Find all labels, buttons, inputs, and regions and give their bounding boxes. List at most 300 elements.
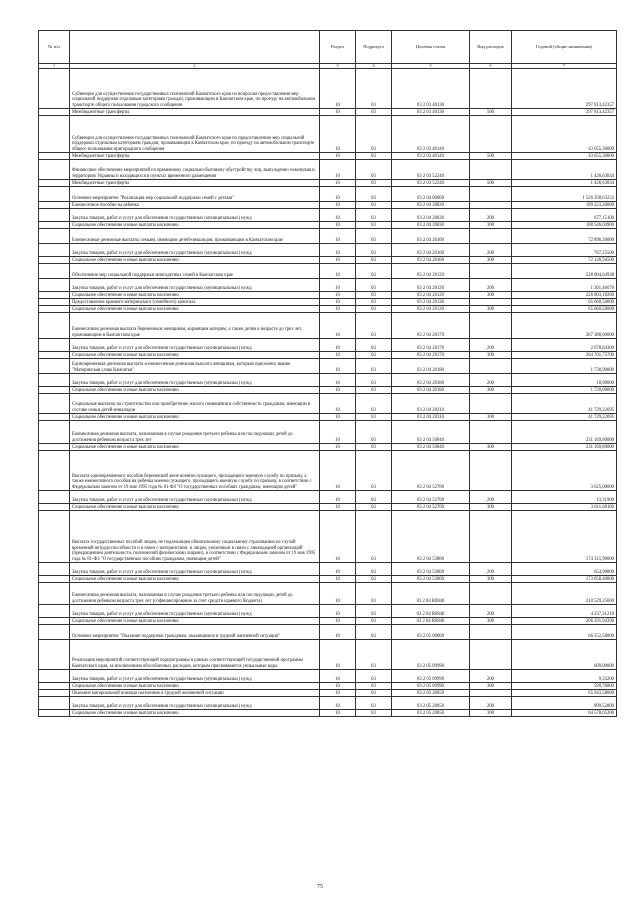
- row-sum: 1 738,90000: [512, 359, 617, 374]
- row-tselevaya: 03 2 04 52700: [392, 504, 470, 511]
- row-razdel: 10: [320, 576, 356, 583]
- row-sum: 66 552,58000: [512, 625, 617, 640]
- row-vid: 300: [470, 444, 512, 451]
- row-razdel: 10: [320, 279, 356, 292]
- row-podrazdel: 03: [356, 292, 392, 299]
- row-razdel: 10: [320, 209, 356, 222]
- row-no: [39, 279, 70, 292]
- row-razdel: 10: [320, 116, 356, 153]
- row-tselevaya: 03 2 04 20100: [392, 257, 470, 264]
- row-podrazdel: 03: [356, 69, 392, 109]
- row-name: Ежемесячная денежная выплата, назначаемая в случае рождения третьего ребенка или последующих детей до достижения ребенком возраста трех лет: [70, 421, 320, 444]
- row-sum: 609,00000: [512, 640, 617, 670]
- row-sum: 1 426,63834: [512, 160, 617, 180]
- row-name: Закупка товаров, работ и услуг для обеспечения государственных (муниципальных) нужд: [70, 563, 320, 576]
- row-podrazdel: 03: [356, 244, 392, 257]
- row-vid: 300: [470, 352, 512, 359]
- row-name: Социальное обеспечение и иные выплаты населению: [70, 222, 320, 229]
- row-name: Социальное обеспечение и иные выплаты населению: [70, 257, 320, 264]
- row-podrazdel: 03: [356, 491, 392, 504]
- row-sum: 65 660,50000: [512, 306, 617, 313]
- row-tselevaya: 03 2 04 20120: [392, 264, 470, 279]
- row-podrazdel: 03: [356, 444, 392, 451]
- row-name: Социальное обеспечение и иные выплаты населению: [70, 683, 320, 690]
- row-no: [39, 292, 70, 299]
- row-razdel: 10: [320, 244, 356, 257]
- row-sum: 364 701,75700: [512, 352, 617, 359]
- row-razdel: 10: [320, 109, 356, 116]
- row-no: [39, 710, 70, 717]
- row-vid: 300: [470, 683, 512, 690]
- table-row: [39, 625, 617, 640]
- row-tselevaya: 03 2 03 40140: [392, 153, 470, 160]
- row-razdel: 10: [320, 180, 356, 187]
- table-row: [39, 697, 617, 710]
- row-no: [39, 116, 70, 153]
- header-name: [70, 31, 320, 64]
- row-no: [39, 153, 70, 160]
- row-vid: 200: [470, 491, 512, 504]
- row-name: Социальное обеспечение и иные выплаты населению: [70, 387, 320, 394]
- row-tselevaya: 03 2 03 40140: [392, 116, 470, 153]
- row-vid: 300: [470, 618, 512, 625]
- row-name: Социальное обеспечение и иные выплаты населению: [70, 292, 320, 299]
- row-name: Межбюджетные трансферты: [70, 180, 320, 187]
- row-tselevaya: 03 2 04 20030: [392, 209, 470, 222]
- row-name: Закупка товаров, работ и услуг для обеспечения государственных (муниципальных) нужд: [70, 244, 320, 257]
- row-razdel: 10: [320, 229, 356, 244]
- row-razdel: 10: [320, 444, 356, 451]
- row-vid: [470, 640, 512, 670]
- table-row: [39, 109, 617, 116]
- page-number: 75: [317, 884, 323, 890]
- row-podrazdel: 03: [356, 187, 392, 202]
- row-razdel: 10: [320, 511, 356, 563]
- document-sheet: [38, 30, 616, 717]
- row-podrazdel: 03: [356, 683, 392, 690]
- row-no: [39, 491, 70, 504]
- row-no: [39, 244, 70, 257]
- row-vid: 200: [470, 697, 512, 710]
- row-vid: 200: [470, 279, 512, 292]
- row-razdel: 10: [320, 563, 356, 576]
- row-name: Основное мероприятие "Оказание поддержки гражданам, оказавшимся в трудной жизненной ситуации": [70, 625, 320, 640]
- row-name: Закупка товаров, работ и услуг для обеспечения государственных (муниципальных) нужд: [70, 209, 320, 222]
- row-no: [39, 187, 70, 202]
- row-name: Выплата единовременного пособия беременной жене военнослужащего, проходящего военную службу по призыву, а также ежемесячного пособия на ребенка военнослужащего, проходящего военную службу по призыву, в соответствии с Федеральным законом от 19 мая 1995 года № 81-ФЗ "О государственных пособиях гражданам, имеющим детей": [70, 451, 320, 491]
- row-tselevaya: 03 2 04 R0840: [392, 618, 470, 625]
- row-podrazdel: 03: [356, 504, 392, 511]
- row-name: Социальные выплаты на строительство или приобретение жилого помещения в собственность гражданам, имеющим в составе семьи детей-инвалидов: [70, 394, 320, 414]
- row-tselevaya: 03 2 04 20310: [392, 394, 470, 414]
- row-tselevaya: 03 2 03 40130: [392, 109, 470, 116]
- row-podrazdel: 03: [356, 257, 392, 264]
- row-razdel: 10: [320, 491, 356, 504]
- row-podrazdel: 03: [356, 279, 392, 292]
- row-razdel: 10: [320, 264, 356, 279]
- row-razdel: 10: [320, 394, 356, 414]
- row-vid: 300: [470, 387, 512, 394]
- table-row: [39, 504, 617, 511]
- row-no: [39, 583, 70, 605]
- row-tselevaya: 03 2 05 09990: [392, 670, 470, 683]
- row-sum: 210 529,25600: [512, 583, 617, 605]
- table-row: [39, 222, 617, 229]
- row-name: Социальное обеспечение и иные выплаты населению: [70, 576, 320, 583]
- row-razdel: 10: [320, 160, 356, 180]
- row-vid: 500: [470, 109, 512, 116]
- row-no: [39, 202, 70, 209]
- row-podrazdel: 03: [356, 605, 392, 618]
- row-tselevaya: 03 2 05 20050: [392, 690, 470, 697]
- row-podrazdel: 03: [356, 421, 392, 444]
- row-razdel: 10: [320, 414, 356, 421]
- row-tselevaya: 03 2 04 20170: [392, 313, 470, 339]
- row-razdel: 10: [320, 625, 356, 640]
- row-razdel: 10: [320, 313, 356, 339]
- row-name: Оказание материальной помощи населению в трудной жизненной ситуации: [70, 690, 320, 697]
- table-row: [39, 394, 617, 414]
- row-sum: 1 426,63834: [512, 180, 617, 187]
- row-podrazdel: 03: [356, 109, 392, 116]
- row-razdel: 10: [320, 299, 356, 306]
- row-no: [39, 414, 70, 421]
- row-vid: [470, 313, 512, 339]
- header-sum: Годовой (общие назначения): [512, 31, 617, 64]
- row-vid: 200: [470, 563, 512, 576]
- row-name: Межбюджетные трансферты: [70, 153, 320, 160]
- row-tselevaya: 03 2 04 00000: [392, 187, 470, 202]
- row-razdel: 10: [320, 306, 356, 313]
- row-vid: [470, 202, 512, 209]
- row-no: [39, 209, 70, 222]
- row-sum: 2 678,84300: [512, 339, 617, 352]
- row-tselevaya: 03 2 03 40130: [392, 69, 470, 109]
- row-name: Закупка товаров, работ и услуг для обеспечения государственных (муниципальных) нужд: [70, 605, 320, 618]
- row-name: Реализация мероприятий соответствующей подпрограммы в рамках соответствующей государственной программы Камчатского края, за исключением обособленных расходов, которым присваиваются уникальные коды: [70, 640, 320, 670]
- row-podrazdel: 03: [356, 583, 392, 605]
- table-row: [39, 414, 617, 421]
- row-tselevaya: 03 2 04 52700: [392, 451, 470, 491]
- row-no: [39, 444, 70, 451]
- row-sum: 226 803,18260: [512, 292, 617, 299]
- table-row: [39, 160, 617, 180]
- row-sum: 174 315,90000: [512, 511, 617, 563]
- row-sum: 1 526 358,63233: [512, 187, 617, 202]
- row-vid: 200: [470, 374, 512, 387]
- row-no: [39, 306, 70, 313]
- table-row: [39, 339, 617, 352]
- row-vid: [470, 187, 512, 202]
- row-tselevaya: 03 2 04 20030: [392, 222, 470, 229]
- row-podrazdel: 03: [356, 153, 392, 160]
- table-row: [39, 153, 617, 160]
- row-sum: 599,76800: [512, 683, 617, 690]
- row-name: Закупка товаров, работ и услуг для обеспечения государственных (муниципальных) нужд: [70, 339, 320, 352]
- row-no: [39, 394, 70, 414]
- row-no: [39, 670, 70, 683]
- row-sum: 3 611,68100: [512, 504, 617, 511]
- table-row: [39, 180, 617, 187]
- row-vid: [470, 394, 512, 414]
- row-name: Социальное обеспечение и иные выплаты населению: [70, 414, 320, 421]
- row-name: Выплата государственных пособий лицам, не подлежащим обязательному социальному страхованию на случай временной нетрудоспособности и в связи с материнством, и лицам, уволенным в связи с ликвидацией организаций (прекращением деятельности, полномочий физическими лицами), в соответствии с Федеральным законом от 19 мая 1995 года № 81-ФЗ "О государственных пособиях гражданам, имеющим детей": [70, 511, 320, 563]
- row-name: Финансовое обеспечение мероприятий по временному социально-бытовому обустройству лиц, вынужденно покинувших территорию Украины и находящихся в пунктах временного размещения: [70, 160, 320, 180]
- row-podrazdel: 03: [356, 640, 392, 670]
- row-razdel: 10: [320, 257, 356, 264]
- row-tselevaya: 03 2 03 52240: [392, 160, 470, 180]
- table-header-row: [39, 31, 617, 64]
- table-body: [39, 69, 617, 717]
- row-tselevaya: 03 2 05 09990: [392, 640, 470, 670]
- row-no: [39, 683, 70, 690]
- row-sum: 72 128,94500: [512, 257, 617, 264]
- row-no: [39, 299, 70, 306]
- row-no: [39, 160, 70, 180]
- row-tselevaya: 03 2 04 20100: [392, 244, 470, 257]
- row-no: [39, 421, 70, 444]
- colnum: 1: [39, 64, 70, 69]
- row-no: [39, 339, 70, 352]
- row-sum: 231 169,80000: [512, 444, 617, 451]
- row-no: [39, 229, 70, 244]
- table-row: [39, 264, 617, 279]
- table-row: [39, 202, 617, 209]
- row-tselevaya: 03 2 04 20170: [392, 339, 470, 352]
- row-vid: 300: [470, 414, 512, 421]
- row-no: [39, 563, 70, 576]
- row-sum: 188 546,04900: [512, 222, 617, 229]
- row-name: Ежемесячная денежная выплата беременным женщинам, кормящим матерям, а также детям в возрасте до трех лет, проживающим в Камчатском крае: [70, 313, 320, 339]
- row-podrazdel: 03: [356, 394, 392, 414]
- row-tselevaya: 03 2 05 20050: [392, 710, 470, 717]
- row-vid: 300: [470, 710, 512, 717]
- row-name: Обеспечение мер социальной поддержки многодетных семей в Камчатском крае: [70, 264, 320, 279]
- row-tselevaya: 03 2 04 53800: [392, 576, 470, 583]
- row-vid: 200: [470, 339, 512, 352]
- row-no: [39, 387, 70, 394]
- row-sum: 3 625,00000: [512, 451, 617, 491]
- table-row: [39, 187, 617, 202]
- row-podrazdel: 03: [356, 313, 392, 339]
- row-podrazdel: 03: [356, 690, 392, 697]
- row-razdel: 10: [320, 222, 356, 229]
- row-razdel: 10: [320, 697, 356, 710]
- header-vid: Вид расходов: [470, 31, 512, 64]
- row-vid: 300: [470, 257, 512, 264]
- row-razdel: 10: [320, 153, 356, 160]
- row-vid: [470, 160, 512, 180]
- row-sum: 43 655,30000: [512, 116, 617, 153]
- row-no: [39, 313, 70, 339]
- row-tselevaya: 03 2 04 20180: [392, 374, 470, 387]
- row-podrazdel: 03: [356, 563, 392, 576]
- table-row: [39, 229, 617, 244]
- row-vid: [470, 451, 512, 491]
- row-vid: 500: [470, 153, 512, 160]
- row-vid: 200: [470, 209, 512, 222]
- row-podrazdel: 03: [356, 576, 392, 583]
- row-vid: 300: [470, 504, 512, 511]
- table-row: [39, 421, 617, 444]
- row-podrazdel: 03: [356, 359, 392, 374]
- row-sum: 228 004,64938: [512, 264, 617, 279]
- row-vid: [470, 583, 512, 605]
- row-tselevaya: 03 2 04 R0840: [392, 605, 470, 618]
- row-tselevaya: 03 2 04 20170: [392, 352, 470, 359]
- row-no: [39, 690, 70, 697]
- row-no: [39, 257, 70, 264]
- row-name: Субвенции для осуществления государственных полномочий Камчатского края по вопросам предоставления мер социальной поддержки отдельным категориям граждан, проживающим в Камчатском крае, по проезду на автомобильном транспорте общего пользования городского сообщения: [70, 69, 320, 109]
- row-no: [39, 264, 70, 279]
- row-podrazdel: 03: [356, 339, 392, 352]
- row-razdel: 10: [320, 670, 356, 683]
- row-razdel: 10: [320, 374, 356, 387]
- row-vid: [470, 264, 512, 279]
- row-name: Социальное обеспечение и иные выплаты населению: [70, 352, 320, 359]
- row-sum: 65 660,50000: [512, 299, 617, 306]
- row-tselevaya: 03 2 05 20050: [392, 697, 470, 710]
- row-name: Основное мероприятие "Реализация мер социальной поддержки семей с детьми": [70, 187, 320, 202]
- row-tselevaya: 03 2 04 53800: [392, 511, 470, 563]
- row-no: [39, 504, 70, 511]
- table-row: [39, 387, 617, 394]
- row-vid: [470, 511, 512, 563]
- row-podrazdel: 03: [356, 180, 392, 187]
- table-row: [39, 491, 617, 504]
- row-podrazdel: 03: [356, 374, 392, 387]
- row-vid: 200: [470, 244, 512, 257]
- row-razdel: 10: [320, 583, 356, 605]
- row-sum: 41 729,22695: [512, 394, 617, 414]
- table-row: [39, 69, 617, 109]
- row-sum: 767,25500: [512, 244, 617, 257]
- row-sum: 65 943,58000: [512, 690, 617, 697]
- table-row: [39, 605, 617, 618]
- row-podrazdel: 03: [356, 264, 392, 279]
- colnum: 2: [70, 64, 320, 69]
- budget-table: [38, 30, 617, 717]
- row-sum: 9,33200: [512, 670, 617, 683]
- row-podrazdel: 03: [356, 160, 392, 180]
- row-no: [39, 576, 70, 583]
- table-row: [39, 257, 617, 264]
- row-razdel: 10: [320, 339, 356, 352]
- row-sum: 297 813,42357: [512, 69, 617, 109]
- table-row: [39, 244, 617, 257]
- row-razdel: 10: [320, 387, 356, 394]
- row-vid: [470, 116, 512, 153]
- row-podrazdel: 03: [356, 352, 392, 359]
- table-row: [39, 690, 617, 697]
- table-row: [39, 116, 617, 153]
- row-name: Ежемесячная денежная выплата, назначаемая в случае рождения третьего ребенка или последующих детей до достижения ребенком возраста трех лет (софинансирование за счет средств краевого бюджета): [70, 583, 320, 605]
- row-razdel: 10: [320, 683, 356, 690]
- row-vid: [470, 229, 512, 244]
- row-sum: 189 223,20000: [512, 202, 617, 209]
- row-sum: 206 291,94390: [512, 618, 617, 625]
- row-no: [39, 109, 70, 116]
- row-razdel: 10: [320, 640, 356, 670]
- table-row: [39, 313, 617, 339]
- row-podrazdel: 03: [356, 299, 392, 306]
- row-podrazdel: 03: [356, 387, 392, 394]
- row-razdel: 10: [320, 202, 356, 209]
- row-name: Субвенции для осуществления государственных полномочий Камчатского края по предоставлению мер социальной поддержки отдельным категориям граждан, проживающим в Камчатском крае, по проезду на автомобильном транспорте общего пользования пригородного сообщения: [70, 116, 320, 153]
- row-name: Закупка товаров, работ и услуг для обеспечения государственных (муниципальных) нужд: [70, 697, 320, 710]
- row-razdel: 10: [320, 618, 356, 625]
- row-vid: 300: [470, 222, 512, 229]
- row-podrazdel: 03: [356, 209, 392, 222]
- header-no: № п/п: [39, 31, 70, 64]
- row-razdel: 10: [320, 690, 356, 697]
- table-row: [39, 451, 617, 491]
- row-no: [39, 359, 70, 374]
- row-name: Единовременная денежная выплата и ежемесячная денежная выплата женщинам, которым присвоено звание "Материнская слава Камчатки": [70, 359, 320, 374]
- row-razdel: 10: [320, 69, 356, 109]
- row-sum: 1 201,46678: [512, 279, 617, 292]
- row-name: Социальное обеспечение и иные выплаты населению: [70, 618, 320, 625]
- row-vid: 200: [470, 670, 512, 683]
- row-tselevaya: 03 2 04 20100: [392, 229, 470, 244]
- row-tselevaya: 03 2 05 00000: [392, 625, 470, 640]
- row-razdel: 10: [320, 292, 356, 299]
- row-podrazdel: 03: [356, 222, 392, 229]
- table-row: [39, 683, 617, 690]
- row-razdel: 10: [320, 359, 356, 374]
- colnum: 4: [356, 64, 392, 69]
- table-row: [39, 563, 617, 576]
- colnum: 5: [392, 64, 470, 69]
- row-no: [39, 511, 70, 563]
- row-tselevaya: 03 2 04 20310: [392, 414, 470, 421]
- row-podrazdel: 03: [356, 625, 392, 640]
- row-no: [39, 625, 70, 640]
- header-podrazdel: Подраздел: [356, 31, 392, 64]
- row-podrazdel: 03: [356, 451, 392, 491]
- row-sum: 4 237,31210: [512, 605, 617, 618]
- table-row: [39, 292, 617, 299]
- table-row: [39, 640, 617, 670]
- table-row: [39, 618, 617, 625]
- row-podrazdel: 03: [356, 670, 392, 683]
- row-podrazdel: 03: [356, 710, 392, 717]
- row-podrazdel: 03: [356, 306, 392, 313]
- row-razdel: 10: [320, 451, 356, 491]
- row-sum: 173 658,40000: [512, 576, 617, 583]
- table-row: [39, 444, 617, 451]
- header-razdel: Раздел: [320, 31, 356, 64]
- row-no: [39, 222, 70, 229]
- row-razdel: 10: [320, 421, 356, 444]
- colnum: 6: [470, 64, 512, 69]
- row-name: Ежемесячные денежные выплаты семьям, имеющим детей-инвалидов, проживающим в Камчатском крае: [70, 229, 320, 244]
- row-podrazdel: 03: [356, 511, 392, 563]
- table-row: [39, 279, 617, 292]
- row-no: [39, 69, 70, 109]
- row-sum: 231 169,80000: [512, 421, 617, 444]
- row-tselevaya: 03 2 04 53800: [392, 563, 470, 576]
- row-sum: 367 380,60000: [512, 313, 617, 339]
- row-tselevaya: 03 2 04 50840: [392, 444, 470, 451]
- row-razdel: 10: [320, 352, 356, 359]
- row-podrazdel: 03: [356, 697, 392, 710]
- row-name: Межбюджетные трансферты: [70, 109, 320, 116]
- table-row: [39, 359, 617, 374]
- row-vid: 300: [470, 292, 512, 299]
- row-razdel: 10: [320, 187, 356, 202]
- row-razdel: 10: [320, 605, 356, 618]
